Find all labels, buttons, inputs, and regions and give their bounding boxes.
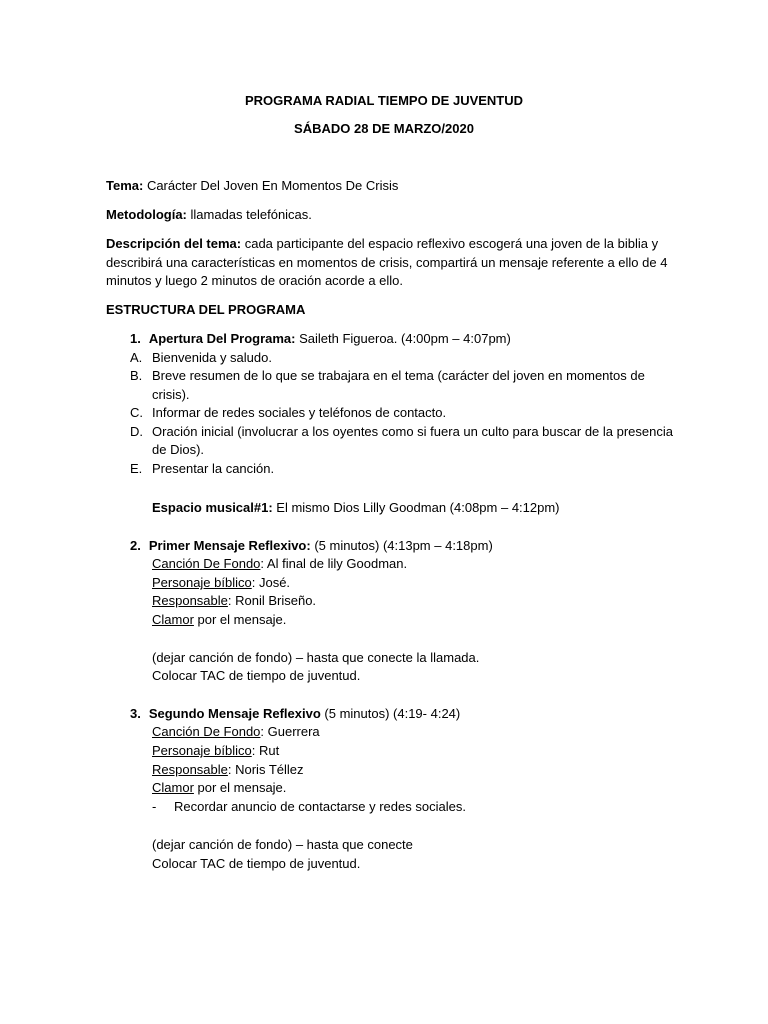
section1-item-b-cont: crisis). xyxy=(152,387,190,402)
section2-label: Primer Mensaje Reflexivo: xyxy=(148,538,311,553)
descripcion-line-1 xyxy=(106,236,658,252)
section1-item-e xyxy=(130,461,274,477)
section1-number: 1. xyxy=(130,331,141,346)
section1-heading xyxy=(130,331,511,347)
item-text: Bienvenida y saludo. xyxy=(152,350,272,365)
descripcion-line-3: minutos y luego 2 minutos de oración acorde a ello. xyxy=(106,273,404,288)
section1-item-b xyxy=(130,368,645,384)
section3-note-1: (dejar canción de fondo) – hasta que conecte xyxy=(152,837,413,852)
section2-heading xyxy=(130,538,493,554)
cancion-value: : Guerrera xyxy=(260,724,320,739)
metodologia-value: llamadas telefónicas. xyxy=(186,207,312,222)
cancion-label: Canción De Fondo xyxy=(152,556,261,571)
section1-item-d xyxy=(130,424,673,440)
section2-responsable xyxy=(152,593,316,609)
section3-personaje xyxy=(152,743,279,759)
musical-label: Espacio musical#1: xyxy=(152,500,273,515)
item-text: Presentar la canción. xyxy=(152,461,275,476)
section3-number: 3. xyxy=(130,706,141,721)
tema-value: Carácter Del Joven En Momentos De Crisis xyxy=(143,178,399,193)
cancion-label: Canción De Fondo xyxy=(152,724,261,739)
section2-cancion xyxy=(152,556,407,572)
estructura-heading: ESTRUCTURA DEL PROGRAMA xyxy=(106,302,306,317)
section3-cancion xyxy=(152,724,320,740)
personaje-value: : Rut xyxy=(251,743,280,758)
tema-label: Tema: xyxy=(106,178,144,193)
section3-note-2: Colocar TAC de tiempo de juventud. xyxy=(152,856,361,871)
descripcion-text-1: cada participante del espacio reflexivo escogerá una joven de la biblia y xyxy=(241,236,659,251)
responsable-value: : Noris Téllez xyxy=(227,762,304,777)
item-letter: A. xyxy=(130,350,143,365)
section1-item-d-cont: de Dios). xyxy=(152,442,205,457)
item-text: Oración inicial (involucrar a los oyentes como si fuera un culto para buscar de la presencia xyxy=(152,424,673,439)
responsable-label: Responsable xyxy=(152,762,228,777)
bullet-text: Recordar anuncio de contactarse y redes sociales. xyxy=(174,799,466,814)
metodologia-label: Metodología: xyxy=(106,207,187,222)
item-letter: B. xyxy=(130,368,143,383)
section1-item-a xyxy=(130,350,272,366)
descripcion-line-2: describirá una características en momentos de crisis, compartirá un mensaje referente a ello de 4 xyxy=(106,255,668,270)
section2-note-1: (dejar canción de fondo) – hasta que conecte la llamada. xyxy=(152,650,480,665)
section2-value: (5 minutos) (4:13pm – 4:18pm) xyxy=(310,538,493,553)
clamor-value: por el mensaje. xyxy=(193,780,287,795)
section3-bullet xyxy=(152,799,466,815)
responsable-value: : Ronil Briseño. xyxy=(227,593,317,608)
section3-label: Segundo Mensaje Reflexivo xyxy=(148,706,321,721)
bullet-dash: - xyxy=(152,799,157,814)
personaje-label: Personaje bíblico xyxy=(152,743,252,758)
section2-clamor xyxy=(152,612,286,628)
clamor-value: por el mensaje. xyxy=(193,612,287,627)
section2-personaje xyxy=(152,575,290,591)
section3-responsable xyxy=(152,762,304,778)
clamor-label: Clamor xyxy=(152,612,194,627)
section1-item-c xyxy=(130,405,446,421)
item-text: Breve resumen de lo que se trabajara en el tema (carácter del joven en momentos de xyxy=(152,368,645,383)
tema-line xyxy=(106,178,398,194)
section3-value: (5 minutos) (4:19- 4:24) xyxy=(320,706,461,721)
metodologia-line xyxy=(106,207,312,223)
clamor-label: Clamor xyxy=(152,780,194,795)
item-text: Informar de redes sociales y teléfonos de contacto. xyxy=(152,405,447,420)
section3-clamor xyxy=(152,780,286,796)
personaje-value: : José. xyxy=(251,575,291,590)
item-letter: C. xyxy=(130,405,143,420)
section2-note-2: Colocar TAC de tiempo de juventud. xyxy=(152,668,361,683)
section2-number: 2. xyxy=(130,538,141,553)
descripcion-label: Descripción del tema: xyxy=(106,236,242,251)
musical-value: El mismo Dios Lilly Goodman (4:08pm – 4:12pm) xyxy=(272,500,560,515)
document-title: PROGRAMA RADIAL TIEMPO DE JUVENTUD xyxy=(244,93,524,108)
section1-value: Saileth Figueroa. (4:00pm – 4:07pm) xyxy=(295,331,511,346)
document-date: SÁBADO 28 DE MARZO/2020 xyxy=(294,121,474,136)
section1-label: Apertura Del Programa: xyxy=(148,331,296,346)
responsable-label: Responsable xyxy=(152,593,228,608)
item-letter: E. xyxy=(130,461,143,476)
personaje-label: Personaje bíblico xyxy=(152,575,252,590)
musical-line xyxy=(152,500,560,516)
section3-heading xyxy=(130,706,460,722)
item-letter: D. xyxy=(130,424,143,439)
cancion-value: : Al final de lily Goodman. xyxy=(260,556,408,571)
